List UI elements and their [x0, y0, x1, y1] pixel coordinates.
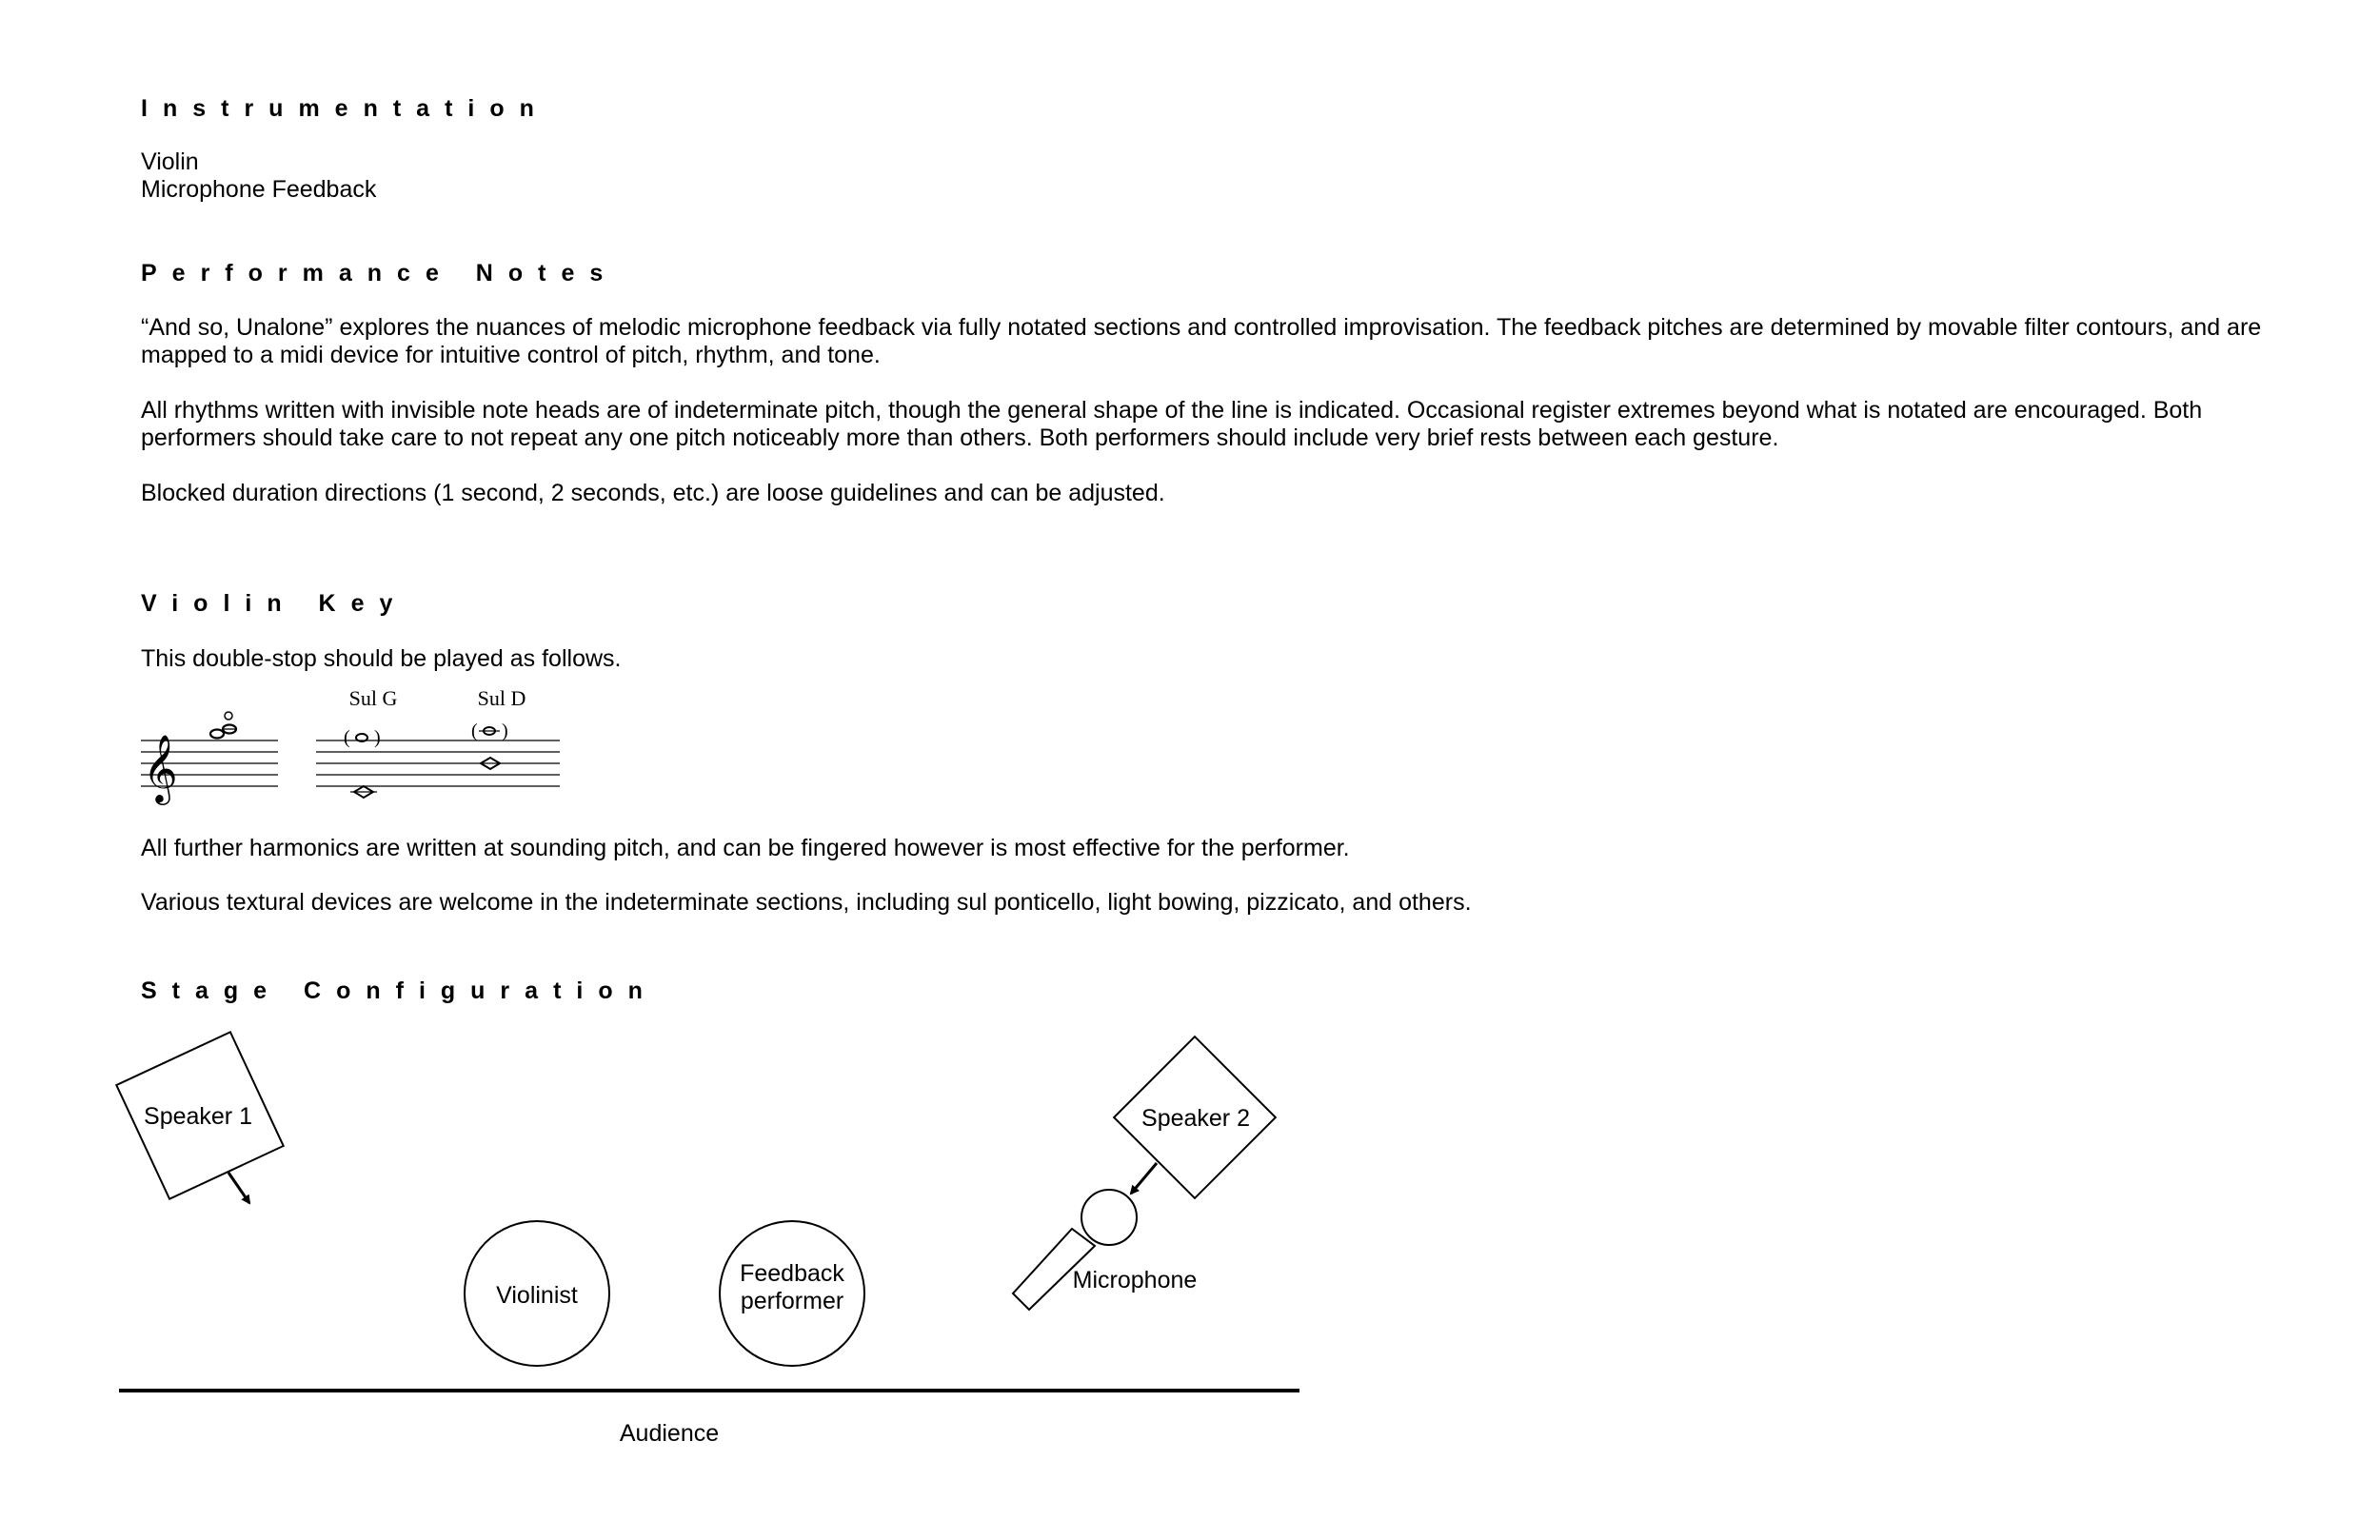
- violinist: [465, 1221, 609, 1366]
- violin-key-note: Various textural devices are welcome in the indeterminate sections, including sul ponticello, light bowing, pizzicato, and others.: [141, 889, 1472, 916]
- violin-key-intro: This double-stop should be played as follows.: [141, 645, 622, 672]
- double-stop-notes: [210, 712, 237, 739]
- staff-fingered: [316, 740, 560, 786]
- performance-note-paragraph: Blocked duration directions (1 second, 2 seconds, etc.) are loose guidelines and can be adjusted.: [141, 480, 1165, 506]
- instrumentation-heading: Instrumentation: [141, 95, 549, 122]
- stage-configuration-heading: Stage Configuration: [141, 977, 658, 1004]
- performance-note-paragraph: All rhythms written with invisible note heads are of indeterminate pitch, though the general shape of the line is indicated. Occasional register extremes beyond what is notated are encouraged. Both performers should take care to not repeat any one pitch noticeably more than others. Both performers should include very brief rests between each gesture.: [141, 397, 2203, 451]
- feedback-performer: [720, 1221, 864, 1366]
- svg-text:(: (: [344, 727, 350, 748]
- speaker-2: [1114, 1037, 1276, 1198]
- speaker-1-arrow-icon: [228, 1173, 249, 1203]
- sul-g-label: Sul G: [348, 686, 398, 710]
- speaker-1: [116, 1032, 283, 1198]
- stage-diagram: [0, 1009, 1333, 1466]
- microphone-label: Microphone: [1072, 1267, 1198, 1293]
- sul-d-notes: [471, 721, 508, 769]
- instrument-item: Violin: [141, 148, 199, 175]
- speaker-2-arrow-icon: [1131, 1163, 1157, 1194]
- violinist-label: Violinist: [496, 1282, 578, 1309]
- speaker-2-label: Speaker 2: [1141, 1105, 1250, 1132]
- violin-key-note: All further harmonics are written at sounding pitch, and can be fingered however is most effective for the performer.: [141, 835, 1350, 861]
- instrument-item: Microphone Feedback: [141, 176, 377, 203]
- sul-g-notes: [344, 727, 381, 798]
- audience-label: Audience: [619, 1420, 720, 1447]
- svg-text:(: (: [471, 721, 478, 741]
- microphone: [1013, 1190, 1197, 1310]
- violin-key-heading: Violin Key: [141, 590, 408, 617]
- performance-note-paragraph: “And so, Unalone” explores the nuances of melodic microphone feedback via fully notated sections and controlled improvisation. The feedback pitches are determined by movable filter contours, and are mapped to a midi device for intuitive control of pitch, rhythm, and tone.: [141, 314, 2262, 368]
- feedback-performer-label-line2: performer: [740, 1288, 844, 1314]
- treble-clef-icon: 𝄞: [143, 737, 178, 801]
- feedback-performer-label-line1: Feedback: [740, 1260, 844, 1287]
- svg-text:): ): [374, 727, 381, 748]
- sul-d-label: Sul D: [477, 686, 526, 710]
- speaker-1-label: Speaker 1: [144, 1103, 252, 1130]
- svg-text:): ): [502, 721, 508, 741]
- performance-notes-heading: Performance Notes: [141, 260, 619, 286]
